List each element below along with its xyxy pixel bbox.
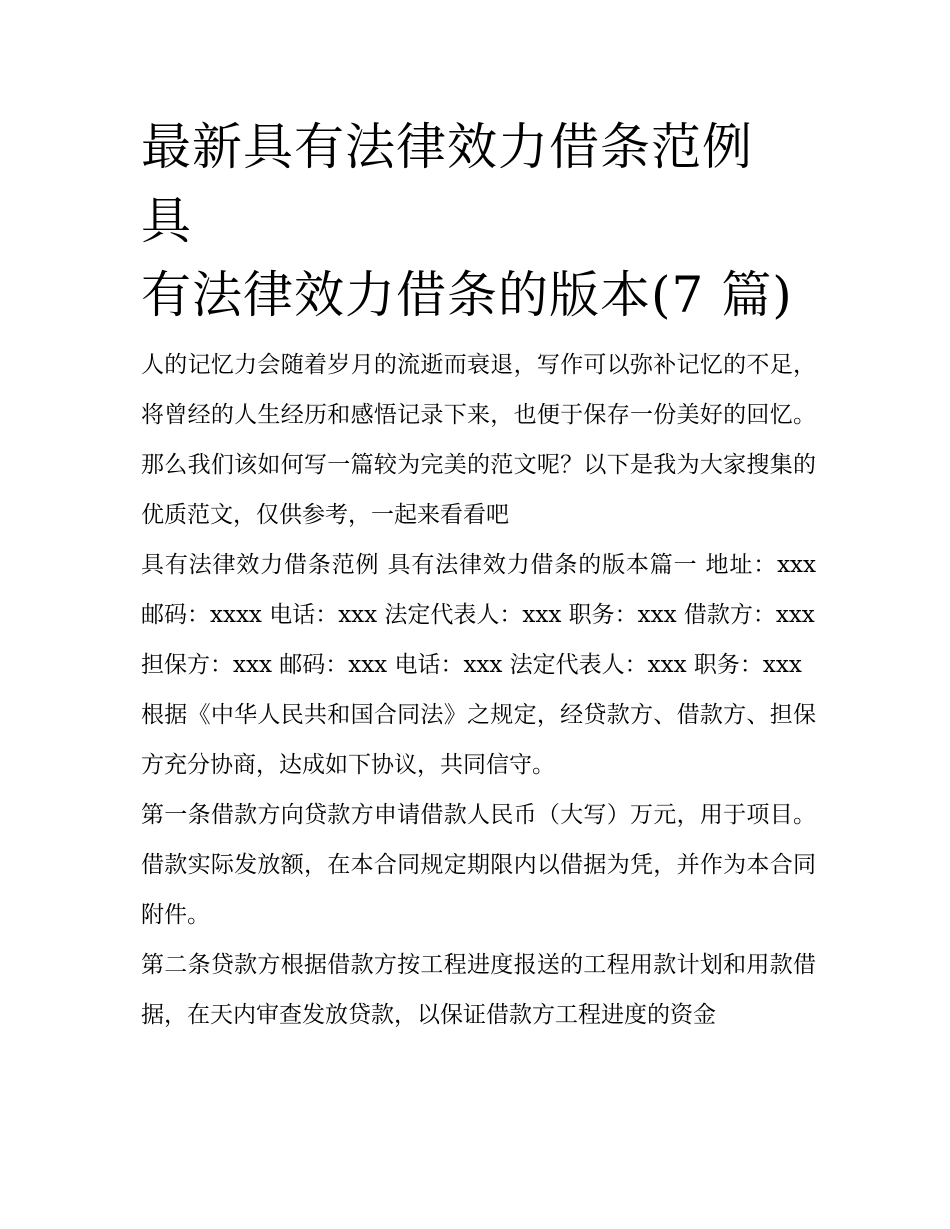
title-line-2: 有法律效力借条的版本(7 篇) xyxy=(141,266,793,324)
lender-info-paragraph: 具有法律效力借条范例 具有法律效力借条的版本篇一 地址：xxx 邮码：xxxx 电话：xxx 法定代表人：xxx 职务：xxx 借款方：xxx xyxy=(141,552,816,628)
title-line-1: 最新具有法律效力借条范例 具 xyxy=(141,118,753,250)
article-two-paragraph: 第二条贷款方根据借款方按工程进度报送的工程用款计划和用款借据，在天内审查发放贷款，以保证借款方工程进度的资金 xyxy=(141,952,816,1028)
document-title xyxy=(141,110,816,332)
document-content xyxy=(141,110,816,1040)
agreement-basis-paragraph: 根据《中华人民共和国合同法》之规定，经贷款方、借款方、担保方充分协商，达成如下协议，共同信守。 xyxy=(141,702,816,778)
guarantor-info-paragraph: 担保方：xxx 邮码：xxx 电话：xxx 法定代表人：xxx 职务：xxx xyxy=(141,652,802,678)
intro-paragraph: 人的记忆力会随着岁月的流逝而衰退，写作可以弥补记忆的不足，将曾经的人生经历和感悟记录下来，也便于保存一份美好的回忆。那么我们该如何写一篇较为完美的范文呢？以下是我为大家搜集的优质范文，仅供参考，一起来看看吧 xyxy=(141,352,816,528)
article-one-paragraph: 第一条借款方向贷款方申请借款人民币（大写）万元，用于项目。借款实际发放额，在本合同规定期限内以借据为凭，并作为本合同附件。 xyxy=(141,802,816,928)
